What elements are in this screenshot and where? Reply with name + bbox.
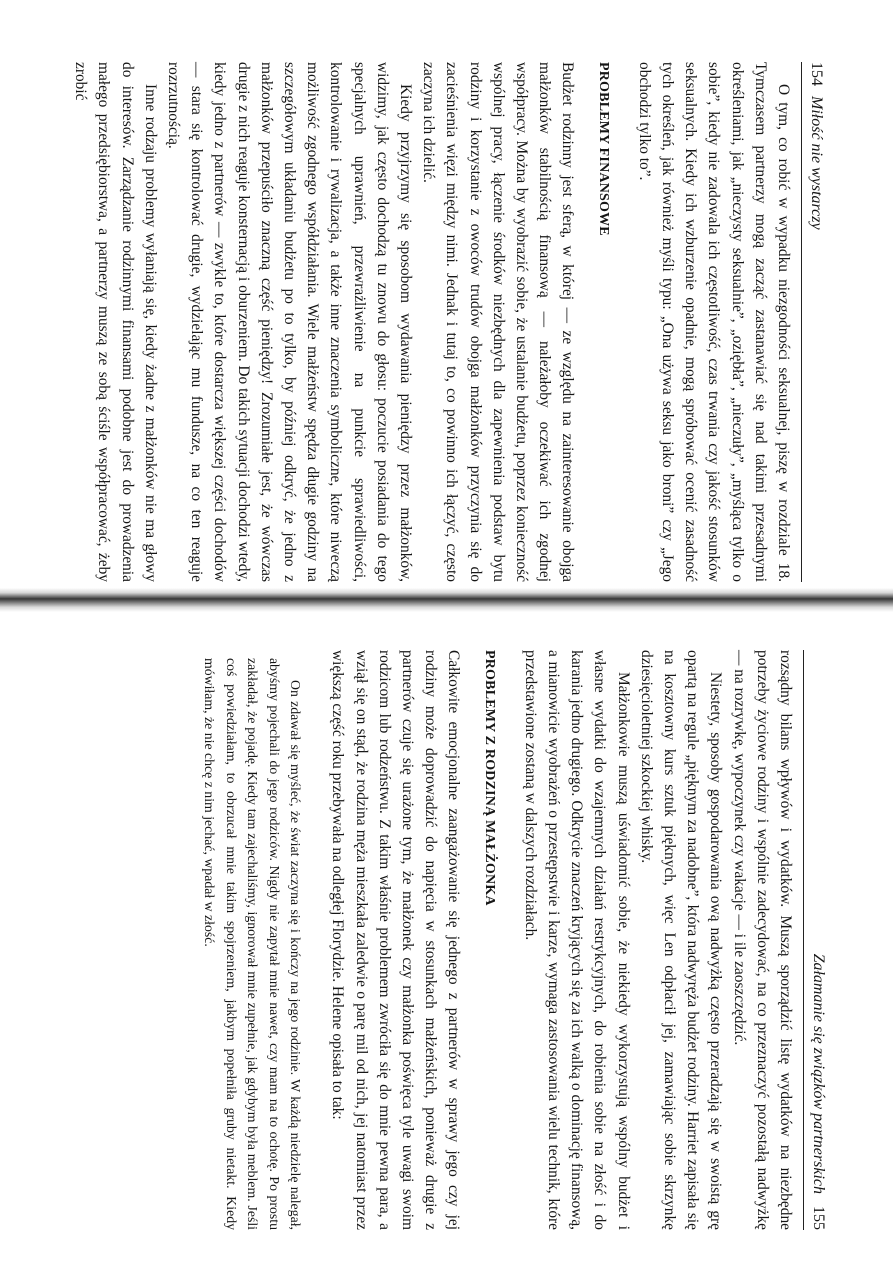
left-page-header (801, 62, 828, 582)
left-page-body (69, 62, 795, 582)
paragraph: Inne rodzaju problemy wyłaniają się, kiedy żadne z małżonków nie ma głowy do interesów. Zarządzanie rodzinnymi finansami podobne jest do prowadzenia małego przedsiębiorstwa, a partnerzy muszą ze sobą ściśle współpracować, żeby zrobić (72, 62, 159, 582)
paragraph: O tym, co robić w wypadku niezgodności seksualnej, piszę w rozdziale 18. Tymczasem partnerzy mogą zacząć zastanawiać się nad takimi przesadnymi określeniami, jak „nieczysty seksualnie”, „oziębła”, „nieczuły”, „myśląca tylko o sobie”, kiedy nie zadowala ich częstotliwość, czas trwania czy jakość stosunków seksualnych. Kiedy ich wzburzenie opadnie, mogą spróbować ocenić zasadność tych określeń, jak również myśli typu: „Ona używa seksu jako broni” czy „Jego obchodzi tylko to”. (635, 62, 792, 582)
right-page (45, 650, 830, 1230)
right-page-header (803, 650, 830, 1230)
right-page-body (199, 650, 797, 1230)
paragraph: Budżet rodzinny jest sferą, w której — ze względu na zainteresowanie obojga małżonków stabilnością finansową — należałoby oczekiwać ich zgodnej współpracy. Można by wyobrazić sobie, że ustalanie budżetu, poprzez konieczność wspólnej pracy, łączenie środków niezbędnych dla zapewnienia podstaw bytu rodziny i korzystanie z owoców trudów obojga małżonków przyczynia się do zacieśnienia więzi między nimi. Jednak i tutaj to, co powinno ich łączyć, często zaczyna ich dzielić. (420, 62, 577, 582)
right-running-title: Załamanie się związków partnerskich (810, 953, 827, 1194)
right-page-number: 155 (810, 1206, 827, 1230)
paragraph: rozsądny bilans wpływów i wydatków. Muszą sporządzić listę wydatków na niezbędne potrzeby życiowe rodziny i wspólnie zadecydować, na co przeznaczyć pozostałą nadwyżkę — na rozrywkę, wypoczynek czy wakacje — i ile zaoszczędzić. (730, 650, 794, 1230)
quote-paragraph: On zdawał się myśleć, że świat zaczyna się i kończy na jego rodzinie. W każdą niedzielę nalegał, abyśmy pojechali do jego rodziców. Nigdy nie zapytał mnie nawet, czy mam na to ochotę. Po prostu zakładał, że pojadę. Kiedy tam zajechaliśmy, ignorował mnie zupełnie, jak gdybym była meblem. Jeśli coś powiedziałam, to obrzucał mnie takim spojrzeniem, jakbym popełniła gruby nietakt. Kiedy mówiłam, że nie chcę z nim jechać, wpadał w złość. (202, 658, 304, 1230)
section-heading-finances: PROBLEMY FINANSOWE (595, 62, 611, 236)
section-heading-in-laws: PROBLEMY Z RODZINĄ MAŁŻONKA (481, 650, 497, 906)
left-running-title: Miłość nie wystarczy (808, 96, 825, 230)
paragraph: Kiedy przyjrzymy się sposobom wydawania pieniędzy przez małżonków, widzimy, jak często dochodzą tu znowu do głosu: poczucie posiadania do tego specjalnych uprawnień, przewrażliwienie na punkcie sprawiedliwości, kontrolowanie i rywalizacja, a także inne znaczenia symboliczne, które niweczą możliwość zgodnego współdziałania. Wiele małżeństw spędza długie godziny na szczegółowym układaniu budżetu po to tylko, by później odkryć, że jedno z małżonków przepuściło znaczną część pieniędzy! Zrozumiałe jest, że wówczas drugie z nich reaguje konsternacją i oburzeniem. Do takich sytuacji dochodzi wtedy, kiedy jedno z partnerów — zwykle to, które dostarcza większej części dochodów — stara się kontrolować drugie, wydzielając mu fundusze, na co ten reaguje rozrzutnością. (164, 62, 414, 582)
block-quote (199, 650, 307, 1230)
paragraph: Niestety, sposoby gospodarowania ową nadwyżką często przeradzają się w swoistą grę opartą na regule „pięknym za nadobne”, która nadwyręża budżet rodziny. Harriet zapisała się na kosztowny kurs sztuk pięknych, więc Len odpłacił jej, zamawiając sobie skrzynkę dziesięcioletniej szkockiej whisky. (637, 650, 725, 1230)
left-page (48, 62, 828, 582)
paragraph: Całkowite emocjonalne zaangażowanie się jednego z partnerów w sprawy jego czy jej rodziny może doprowadzić do napięcia w stosunkach małżeńskich, ponieważ drugie z partnerów czuje się urażone tym, że małżonek czy małżonka poświęca tyle uwagi swoim rodzicom lub rodzeństwu. Z takim właśnie problemem zwróciła się do mnie pewna para, a wziął się on stąd, że rodzina męża mieszkała zaledwie o parę mil od nich, jej natomiast przez większą część roku przebywała na odległej Florydzie. Helene opisała to tak: (329, 650, 463, 1230)
paragraph: Małżonkowie muszą uświadomić sobie, że niekiedy wykorzystują wspólny budżet i własne wydatki do wzajemnych działań restrykcyjnych, do robienia sobie na złość i do karania jedno drugiego. Odkrycie znaczeń kryjących się za ich walką o dominację finansową, a mianowicie wyobrażeń o przestępstwie i karze, wymaga zastosowania wielu technik, które przedstawione zostaną w dalszych rozdziałach. (521, 650, 632, 1230)
left-page-number: 154 (808, 62, 825, 86)
book-gutter-shadow (0, 588, 893, 612)
